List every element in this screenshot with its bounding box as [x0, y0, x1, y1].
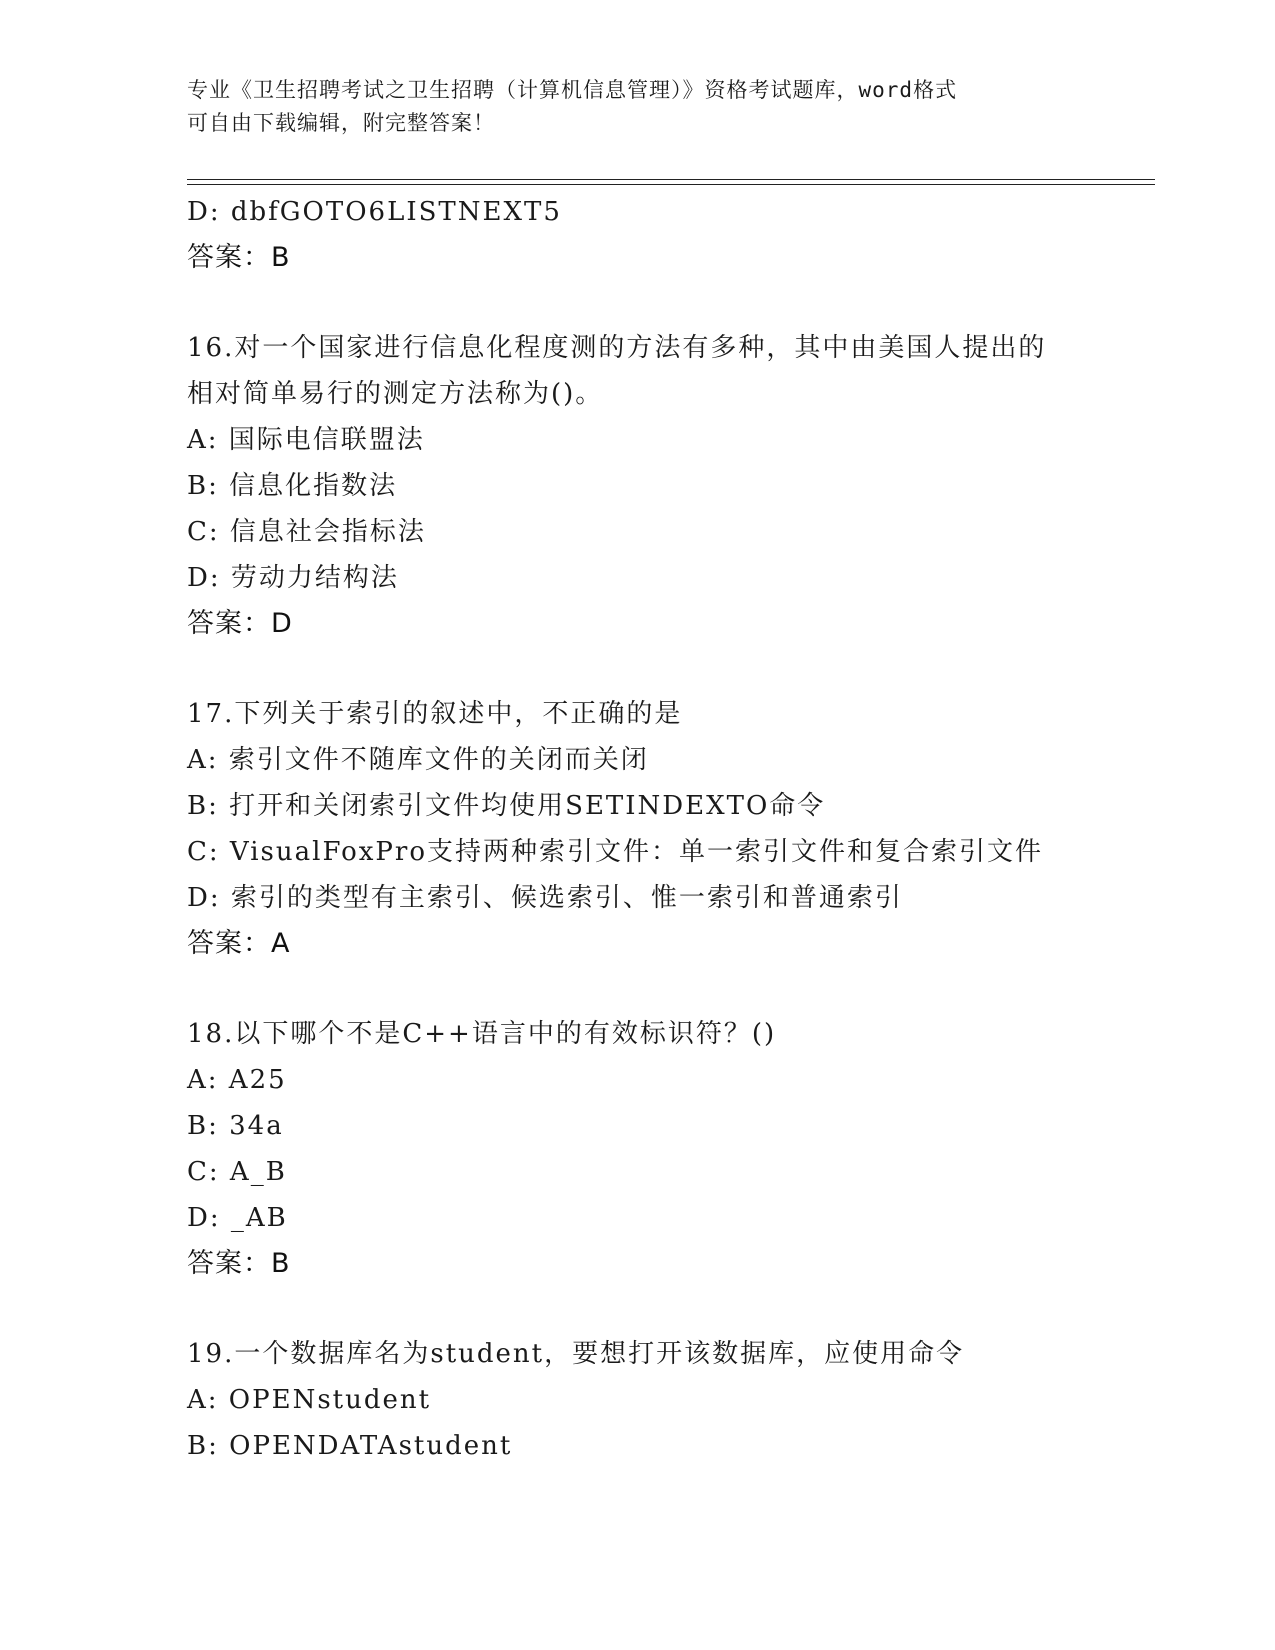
option-c: C: VisualFoxPro支持两种索引文件：单一索引文件和复合索引文件 — [187, 837, 1043, 867]
header-line-1: 专业《卫生招聘考试之卫生招聘（计算机信息管理）》资格考试题库，word格式 — [187, 78, 958, 102]
option-d: D: 劳动力结构法 — [187, 563, 399, 593]
header-rule-top — [187, 179, 1155, 180]
option-a: A: A25 — [187, 1065, 287, 1095]
option-b: B: 34a — [187, 1111, 284, 1141]
option-b: B: 信息化指数法 — [187, 471, 398, 501]
question-stem: 16.对一个国家进行信息化程度测的方法有多种，其中由美国人提出的 — [187, 333, 1047, 363]
option-b: B: OPENDATAstudent — [187, 1431, 513, 1461]
question-list — [187, 189, 1155, 1469]
header-rule-bottom — [187, 184, 1155, 185]
option-a: A: 国际电信联盟法 — [187, 425, 425, 455]
option-d: D: dbfGOTO6LISTNEXT5 — [187, 197, 562, 227]
question-stem: 18.以下哪个不是C++语言中的有效标识符？() — [187, 1019, 777, 1049]
document-header — [187, 74, 1087, 140]
question-18 — [187, 1011, 1155, 1287]
question-gap — [187, 967, 1155, 1011]
option-a: A: 索引文件不随库文件的关闭而关闭 — [187, 745, 649, 775]
question-stem: 19.一个数据库名为student，要想打开该数据库，应使用命令 — [187, 1339, 965, 1369]
option-b: B: 打开和关闭索引文件均使用SETINDEXTO命令 — [187, 791, 826, 821]
question-gap — [187, 647, 1155, 691]
answer-line: 答案：A — [187, 928, 291, 959]
question-stem: 相对简单易行的测定方法称为()。 — [187, 379, 604, 409]
question-stem: 17.下列关于索引的叙述中，不正确的是 — [187, 699, 683, 729]
answer-line: 答案：B — [187, 242, 291, 273]
option-d: D: _AB — [187, 1203, 288, 1233]
header-line-2: 可自由下载编辑，附完整答案！ — [187, 111, 495, 135]
answer-line: 答案：B — [187, 1248, 291, 1279]
question-19 — [187, 1331, 1155, 1469]
question-16 — [187, 325, 1155, 647]
question-gap — [187, 1287, 1155, 1331]
option-c: C: A_B — [187, 1157, 287, 1187]
option-c: C: 信息社会指标法 — [187, 517, 426, 547]
option-a: A: OPENstudent — [187, 1385, 432, 1415]
option-d: D: 索引的类型有主索引、候选索引、惟一索引和普通索引 — [187, 883, 903, 913]
question-gap — [187, 281, 1155, 325]
answer-line: 答案：D — [187, 608, 293, 639]
question-17 — [187, 691, 1155, 967]
